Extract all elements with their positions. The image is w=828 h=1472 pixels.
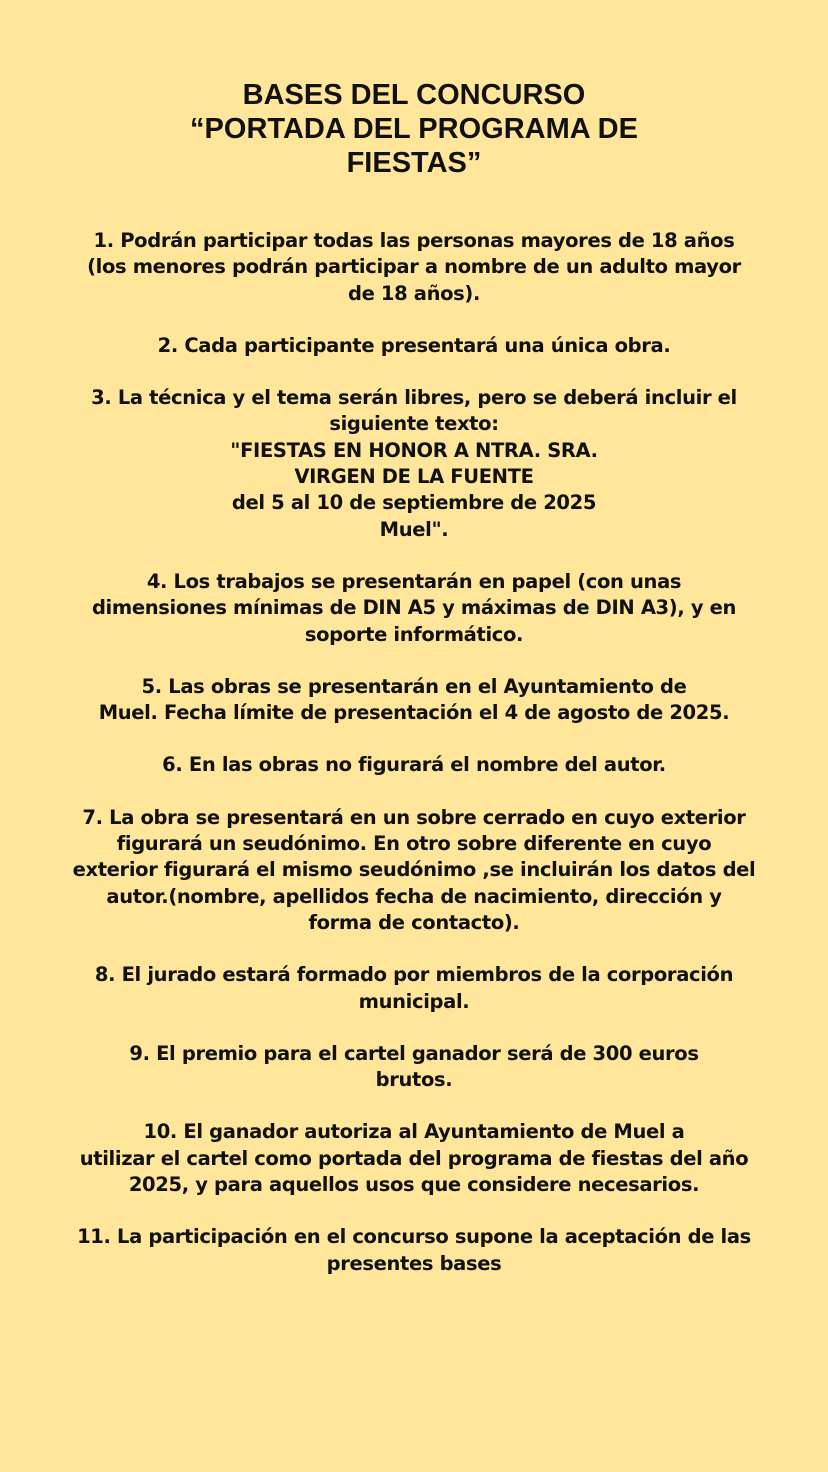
rule-text-line: 2. Cada participante presentará una única obra. [157,333,671,357]
title-line: BASES DEL CONCURSO [242,79,586,111]
rule-text-line: presentes bases [326,1251,502,1275]
rule-text-line: de 18 años). [347,281,481,305]
rules-list [28,228,800,1277]
rule-text-line: Muel. Fecha límite de presentación el 4 de agosto de 2025. [98,701,730,725]
rule-text-line: siguiente texto: [329,412,499,436]
rule-text-line: Muel". [379,517,449,541]
rule-text-line: (los menores podrán participar a nombre de un adulto mayor [87,255,741,279]
rule-text-line: del 5 al 10 de septiembre de 2025 [231,491,597,515]
rule-item-1 [28,228,800,307]
rule-text-line: 9. El premio para el cartel ganador será de 300 euros [129,1041,699,1065]
rule-text-line: exterior figurará el mismo seudónimo ,se incluirán los datos del [72,858,756,882]
rule-text-line: 2025, y para aquellos usos que considere necesarios. [128,1173,700,1197]
rule-item-7 [28,805,800,936]
rule-text-line: municipal. [358,989,470,1013]
rule-item-5 [28,674,800,727]
rule-item-6 [28,752,800,778]
rule-item-2 [28,333,800,359]
rule-text-line: 3. La técnica y el tema serán libres, pero se deberá incluir el [91,386,737,410]
title-line: FIESTAS” [346,147,482,179]
rule-text-line: autor.(nombre, apellidos fecha de nacimiento, dirección y [106,884,722,908]
rule-item-3 [28,385,800,543]
rule-text-line: figurará un seudónimo. En otro sobre diferente en cuyo [116,832,712,856]
title-line: “PORTADA DEL PROGRAMA DE [190,113,638,145]
page-title [28,78,800,180]
rule-item-10 [28,1119,800,1198]
rule-text-line: 1. Podrán participar todas las personas mayores de 18 años [93,229,735,252]
rule-item-8 [28,962,800,1015]
rule-text-line: 4. Los trabajos se presentarán en papel (con unas [146,569,682,593]
rule-item-9 [28,1041,800,1094]
rule-text-line: "FIESTAS EN HONOR A NTRA. SRA. [230,438,598,462]
rule-text-line: 11. La participación en el concurso supone la aceptación de las [77,1225,751,1249]
rule-item-11 [28,1224,800,1277]
rule-text-line: VIRGEN DE LA FUENTE [294,465,534,489]
rule-text-line: forma de contacto). [308,910,520,934]
rule-text-line: 6. En las obras no figurará el nombre del autor. [162,753,666,777]
rule-text-line: dimensiones mínimas de DIN A5 y máximas de DIN A3), y en [91,596,737,620]
rule-text-line: 5. Las obras se presentarán en el Ayuntamiento de [141,674,687,698]
rule-text-line: utilizar el cartel como portada del programa de fiestas del año [79,1146,749,1170]
rule-text-line: brutos. [375,1068,453,1092]
rule-text-line: 8. El jurado estará formado por miembros de la corporación [94,963,734,987]
rule-text-line: soporte informático. [304,622,524,646]
rule-text-line: 10. El ganador autoriza al Ayuntamiento de Muel a [143,1120,685,1144]
rule-item-4 [28,569,800,648]
rule-text-line: 7. La obra se presentará en un sobre cerrado en cuyo exterior [82,805,746,829]
